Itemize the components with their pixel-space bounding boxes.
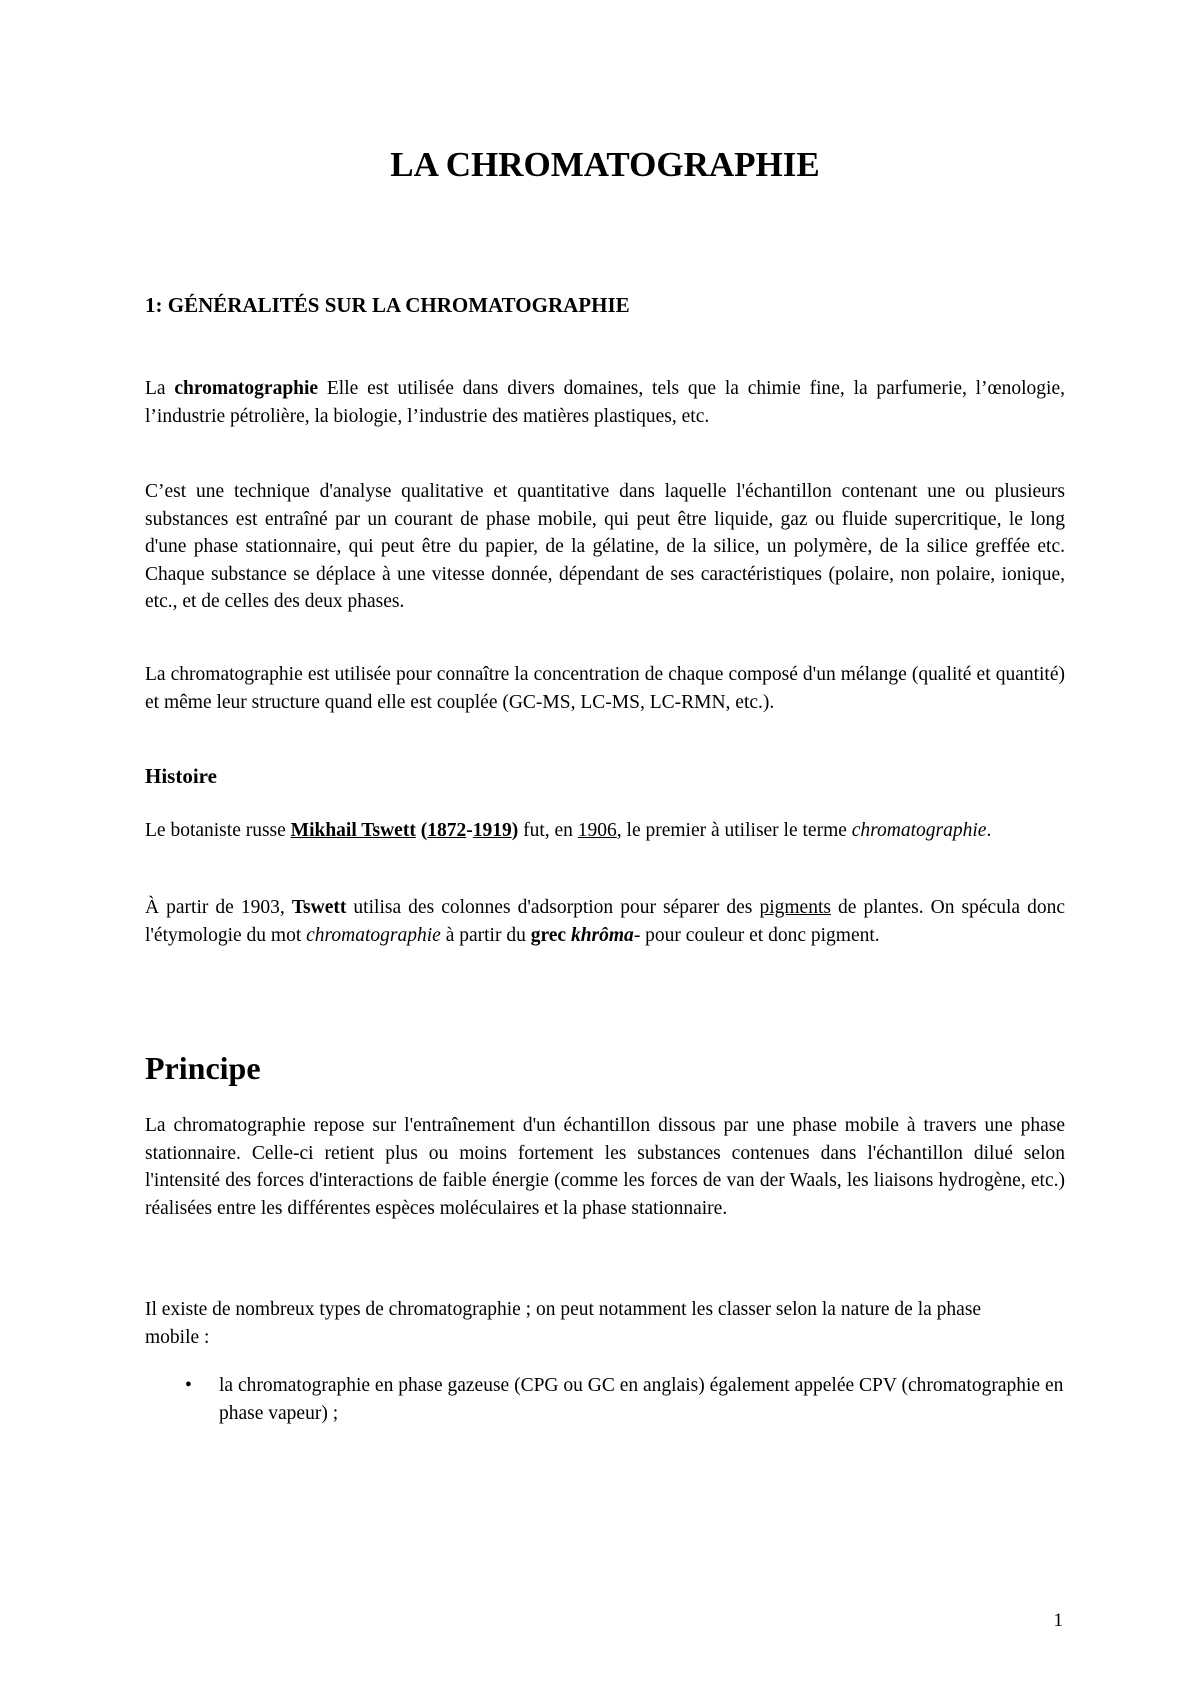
text: fut, en	[518, 820, 578, 841]
page-number: 1	[1053, 1610, 1063, 1631]
link-pigments[interactable]: pigments	[759, 897, 831, 918]
link-1872[interactable]: 1872	[427, 820, 467, 841]
paragraph-principe-2: Il existe de nombreux types de chromatographie ; on peut notamment les classer selon la nature de la phase mobile :	[145, 1299, 982, 1348]
list-item	[145, 1372, 1065, 1427]
text: utilisa des colonnes d'adsorption pour séparer des	[346, 897, 760, 918]
paragraph-principe-1: La chromatographie repose sur l'entraînement d'un échantillon dissous par une phase mobile à travers une phase stationnaire. Celle-ci retient plus ou moins fortement les substances contenues dans l'échantillon dilué selon l'intensité des forces d'interactions de faible énergie (comme les forces de van der Waals, les liaisons hydrogène, etc.) réalisées entre les différentes espèces moléculaires et la phase stationnaire.	[145, 1115, 1065, 1219]
text: Elle est utilisée dans divers domaines, tels que la chimie fine, la parfumerie, l’œnologie, l’industrie pétrolière, la biologie, l’industrie des matières plastiques, etc.	[145, 378, 1065, 427]
text: )	[511, 820, 519, 841]
bullet-icon: •	[185, 1375, 192, 1396]
text: .	[986, 820, 992, 841]
term-bold-italic: khrôma	[570, 924, 634, 946]
term-bold: Tswett	[291, 897, 347, 918]
paragraph-histoire-2	[145, 894, 1065, 949]
heading-principe: Principe	[145, 1050, 261, 1086]
text: de plantes. On spécula donc l'étymologie du mot	[145, 897, 1065, 946]
term-bold: chromatographie	[174, 378, 319, 399]
paragraph-histoire-1	[145, 817, 1065, 845]
document-title: LA CHROMATOGRAPHIE	[390, 145, 820, 184]
text: , le premier à utiliser le terme	[616, 820, 852, 841]
text: - pour couleur et donc pigment.	[633, 924, 880, 946]
link-mikhail-tswett[interactable]: Mikhail Tswett	[290, 820, 416, 841]
text: Le botaniste russe	[145, 820, 291, 841]
text: La	[145, 378, 175, 399]
text: À partir de 1903,	[145, 897, 292, 918]
term-italic: chromatographie	[306, 924, 441, 946]
text: -	[466, 820, 473, 841]
text: (	[415, 820, 428, 841]
text: à partir du	[440, 924, 531, 946]
link-1906[interactable]: 1906	[577, 820, 617, 841]
link-1919[interactable]: 1919	[472, 820, 512, 841]
term-italic: chromatographie	[851, 820, 987, 841]
heading-histoire: Histoire	[145, 764, 217, 788]
chromatography-types-list	[145, 1372, 1065, 1427]
paragraph-intro	[145, 375, 1065, 430]
list-item-text: la chromatographie en phase gazeuse (CPG ou GC en anglais) également appelée CPV (chromatographie en phase vapeur) ;	[219, 1375, 1064, 1424]
section-heading-generalites: 1: GÉNÉRALITÉS SUR LA CHROMATOGRAPHIE	[145, 293, 630, 317]
paragraph-usage: La chromatographie est utilisée pour connaître la concentration de chaque composé d'un mélange (qualité et quantité) et même leur structure quand elle est couplée (GC-MS, LC-MS, LC-RMN, etc.).	[145, 664, 1065, 713]
term-bold: grec	[530, 924, 567, 946]
paragraph-definition: C’est une technique d'analyse qualitative et quantitative dans laquelle l'échantillon contenant une ou plusieurs substances est entraîné par un courant de phase mobile, qui peut être liquide, gaz ou fluide supercritique, le long d'une phase stationnaire, qui peut être du papier, de la gélatine, de la silice, un polymère, de la silice greffée etc. Chaque substance se déplace à une vitesse donnée, dépendant de ses caractéristiques (polaire, non polaire, ionique, etc., et de celles des deux phases.	[145, 481, 1065, 612]
